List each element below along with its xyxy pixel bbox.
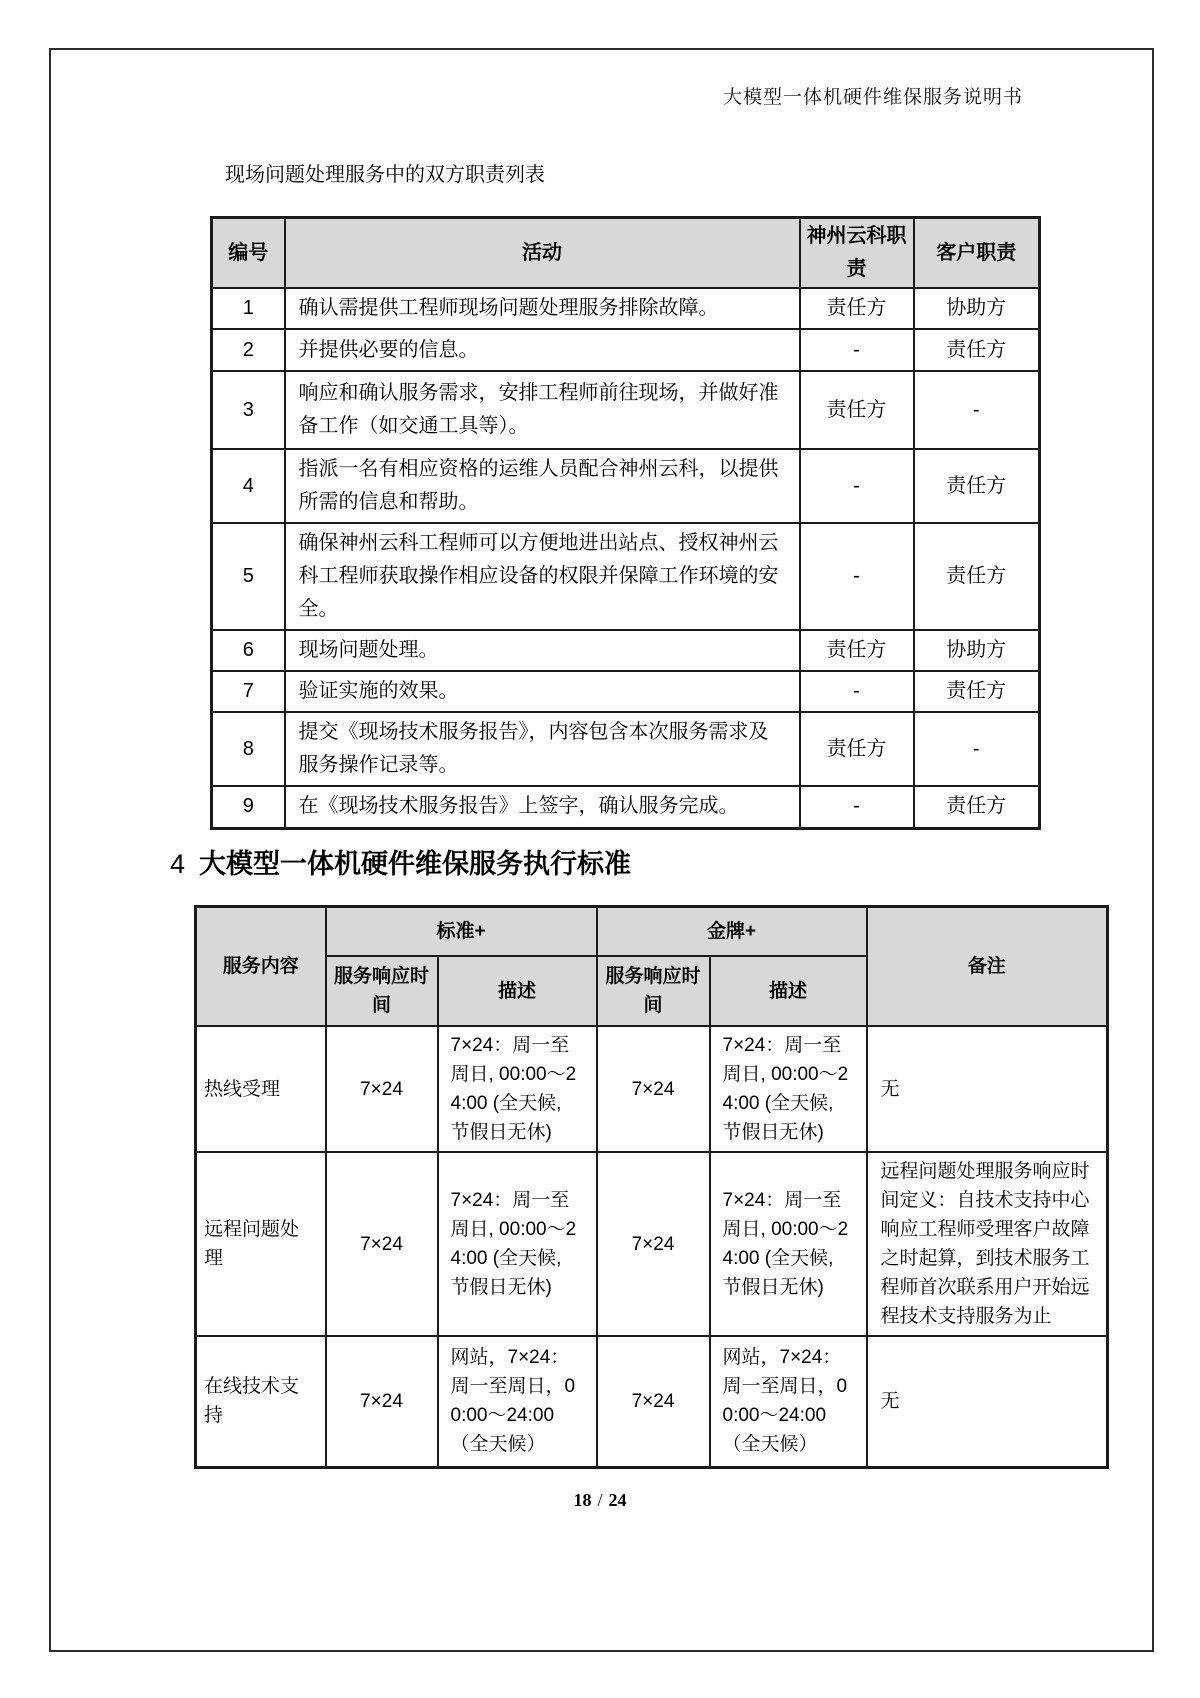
service-name: 热线受理 [196,1026,326,1152]
table-row [212,523,1040,630]
page-footer [0,1490,1200,1511]
row-customer-role: 协助方 [914,288,1040,329]
footer-separator: / [597,1490,603,1510]
table-row [196,1336,1108,1467]
row-activity: 提交《现场技术服务报告》，内容包含本次服务需求及服务操作记录等。 [285,712,800,786]
gold-response-time: 7×24 [597,1336,710,1467]
row-number: 9 [212,786,285,828]
table2-header-gold-plus: 金牌+ [597,907,867,957]
row-vendor-role: - [800,329,914,371]
table2-header-remark: 备注 [867,907,1108,1027]
row-number: 4 [212,449,285,523]
table2-header-standard-plus: 标准+ [326,907,597,957]
table1-caption: 现场问题处理服务中的双方职责列表 [225,164,545,186]
row-number: 8 [212,712,285,786]
row-customer-role: 责任方 [914,671,1040,712]
table1-header-no: 编号 [212,218,285,289]
row-number: 6 [212,630,285,671]
row-activity: 现场问题处理。 [285,630,800,671]
table-row [212,630,1040,671]
table1-header-vendor: 神州云科职责 [800,218,914,289]
row-vendor-role: - [800,449,914,523]
row-activity: 并提供必要的信息。 [285,329,800,371]
table2-header-group-row [196,907,1108,957]
table-row [212,712,1040,786]
responsibility-table [210,216,1041,830]
row-activity: 确认需提供工程师现场问题处理服务排除故障。 [285,288,800,329]
row-customer-role: 责任方 [914,449,1040,523]
table2-header-service: 服务内容 [196,907,326,1027]
table2-header-std-response-time: 服务响应时间 [326,956,438,1026]
table-row [212,329,1040,371]
std-response-time: 7×24 [326,1026,438,1152]
footer-page-current: 18 [573,1490,592,1510]
row-vendor-role: - [800,786,914,828]
gold-response-time: 7×24 [597,1152,710,1336]
row-customer-role: 协助方 [914,630,1040,671]
row-number: 3 [212,371,285,449]
table-row [212,671,1040,712]
footer-page-total: 24 [608,1490,627,1510]
row-activity: 指派一名有相应资格的运维人员配合神州云科，以提供所需的信息和帮助。 [285,449,800,523]
service-name: 在线技术支持 [196,1336,326,1467]
row-customer-role: 责任方 [914,786,1040,828]
std-desc: 7×24：周一至周日, 00:00～24:00 (全天候, 节假日无休) [438,1152,597,1336]
gold-desc: 7×24：周一至周日, 00:00～24:00 (全天候, 节假日无休) [710,1152,867,1336]
row-vendor-role: 责任方 [800,288,914,329]
row-customer-role: - [914,371,1040,449]
row-vendor-role: 责任方 [800,630,914,671]
table1-header-row [212,218,1040,289]
row-vendor-role: - [800,523,914,630]
service-name: 远程问题处理 [196,1152,326,1336]
table-row [212,288,1040,329]
std-desc: 7×24：周一至周日, 00:00～24:00 (全天候, 节假日无休) [438,1026,597,1152]
table-row [196,1152,1108,1336]
std-response-time: 7×24 [326,1152,438,1336]
remark: 远程问题处理服务响应时间定义：自技术支持中心响应工程师受理客户故障之时起算，到技术服务工程师首次联系用户开始远程技术支持服务为止 [867,1152,1108,1336]
row-number: 1 [212,288,285,329]
row-vendor-role: 责任方 [800,712,914,786]
row-number: 7 [212,671,285,712]
document-header-title: 大模型一体机硬件维保服务说明书 [722,87,1023,108]
row-customer-role: 责任方 [914,329,1040,371]
table-row [212,449,1040,523]
std-response-time: 7×24 [326,1336,438,1467]
row-number: 2 [212,329,285,371]
remark: 无 [867,1336,1108,1467]
row-customer-role: - [914,712,1040,786]
gold-response-time: 7×24 [597,1026,710,1152]
gold-desc: 网站，7×24：周一至周日，00:00～24:00（全天候） [710,1336,867,1467]
remark: 无 [867,1026,1108,1152]
section-title: 大模型一体机硬件维保服务执行标准 [199,849,632,879]
std-desc: 网站，7×24：周一至周日，00:00～24:00（全天候） [438,1336,597,1467]
row-vendor-role: 责任方 [800,371,914,449]
row-customer-role: 责任方 [914,523,1040,630]
row-activity: 确保神州云科工程师可以方便地进出站点、授权神州云科工程师获取操作相应设备的权限并保障工作环境的安全。 [285,523,800,630]
table1-header-customer: 客户职责 [914,218,1040,289]
table1-header-activity: 活动 [285,218,800,289]
table2-header-gold-desc: 描述 [710,956,867,1026]
row-activity: 验证实施的效果。 [285,671,800,712]
section-heading [170,842,631,881]
table2-header-std-desc: 描述 [438,956,597,1026]
row-activity: 响应和确认服务需求，安排工程师前往现场，并做好准备工作（如交通工具等）。 [285,371,800,449]
table2-header-gold-response-time: 服务响应时间 [597,956,710,1026]
table-row [212,371,1040,449]
row-number: 5 [212,523,285,630]
row-activity: 在《现场技术服务报告》上签字，确认服务完成。 [285,786,800,828]
service-standard-table [194,905,1109,1469]
table-row [212,786,1040,828]
section-number: 4 [170,849,186,879]
table-row [196,1026,1108,1152]
gold-desc: 7×24：周一至周日, 00:00～24:00 (全天候, 节假日无休) [710,1026,867,1152]
row-vendor-role: - [800,671,914,712]
